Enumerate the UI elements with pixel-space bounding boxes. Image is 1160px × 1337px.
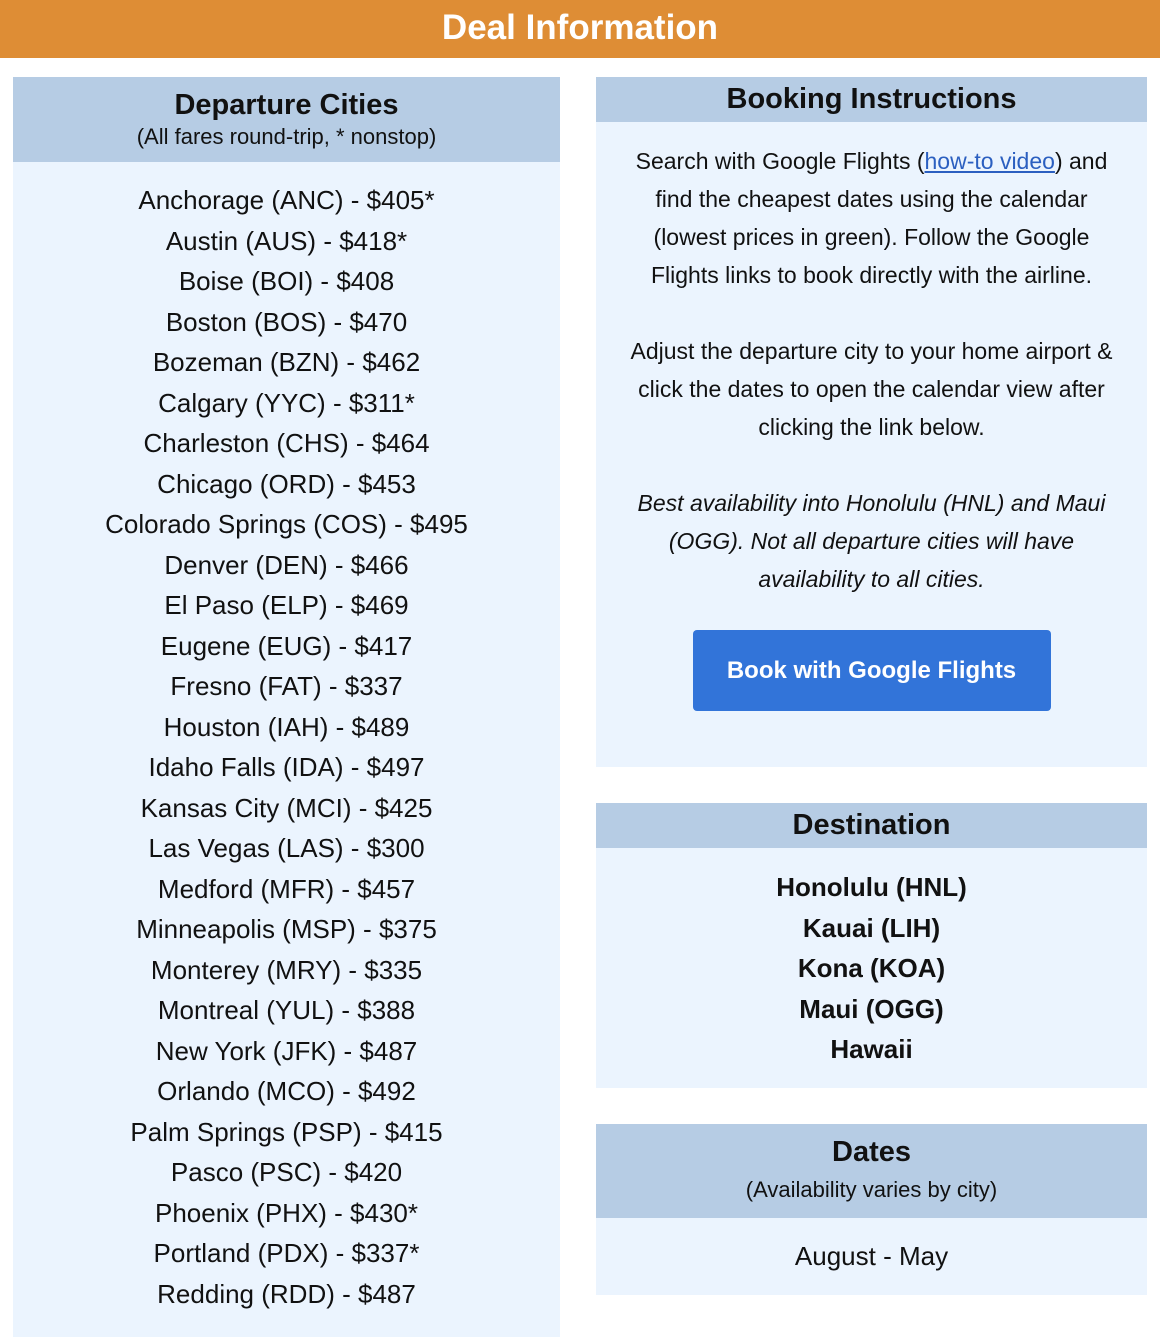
destination-item: Kauai (LIH) (802, 912, 941, 943)
departure-heading: Departure Cities (174, 89, 399, 121)
dates-subheading: (Availability varies by city) (745, 1177, 998, 1202)
city-item: Colorado Springs (COS) - $495 (105, 509, 468, 539)
how-to-video-link[interactable]: how-to video (924, 148, 1055, 174)
city-item: Redding (RDD) - $487 (157, 1278, 416, 1309)
booking-instructions-panel (596, 77, 1147, 767)
city-item: Medford (MFR) - $457 (157, 873, 416, 904)
departure-cities-panel (13, 77, 560, 1337)
city-item: Palm Springs (PSP) - $415 (130, 1116, 443, 1147)
city-item: Phoenix (PHX) - $430* (154, 1197, 419, 1228)
city-item: Montreal (YUL) - $388 (157, 995, 416, 1025)
page-title: Deal Information (0, 0, 1160, 58)
departure-header (13, 77, 560, 162)
city-item: Denver (DEN) - $466 (164, 549, 409, 580)
city-item: Boise (BOI) - $408 (178, 266, 395, 296)
dates-value: August - May (794, 1241, 949, 1271)
city-item: Anchorage (ANC) - $405* (138, 185, 435, 215)
booking-paragraph-2: Adjust the departure city to your home airport & click the dates to open the calendar view after clicking the link below. (630, 338, 1113, 440)
city-item: Boston (BOS) - $470 (165, 306, 408, 337)
text: ) and find the cheapest dates using the calendar (lowest prices in green). Follow the Google Flights links to book directly with the airline. (650, 148, 1108, 288)
city-item: Minneapolis (MSP) - $375 (136, 914, 437, 944)
city-item: Monterey (MRY) - $335 (150, 954, 423, 985)
city-item: Portland (PDX) - $337* (153, 1238, 420, 1268)
dates-header (596, 1124, 1147, 1218)
city-item: Las Vegas (LAS) - $300 (148, 833, 425, 863)
city-item: Chicago (ORD) - $453 (157, 468, 416, 499)
booking-paragraph-3: Best availability into Honolulu (HNL) and Maui (OGG). Not all departure cities will have availability to all cities. (637, 490, 1106, 592)
city-list (13, 162, 560, 1314)
destination-item: Hawaii (830, 1034, 913, 1064)
dates-panel (596, 1124, 1147, 1295)
city-item: Bozeman (BZN) - $462 (152, 347, 421, 377)
booking-paragraph-1 (626, 142, 1117, 294)
destination-item: Honolulu (HNL) (776, 872, 967, 902)
city-item: Idaho Falls (IDA) - $497 (148, 752, 425, 782)
city-item: Kansas City (MCI) - $425 (140, 792, 433, 823)
city-item: Houston (IAH) - $489 (163, 711, 410, 742)
city-item: Pasco (PSC) - $420 (170, 1157, 403, 1187)
destination-list (596, 848, 1147, 1070)
city-item: Calgary (YYC) - $311* (158, 387, 415, 418)
destination-item: Maui (OGG) (799, 993, 944, 1024)
dates-heading: Dates (832, 1136, 911, 1168)
city-item: Charleston (CHS) - $464 (143, 428, 430, 458)
city-item: Austin (AUS) - $418* (165, 225, 408, 256)
booking-header (596, 77, 1147, 122)
destination-heading: Destination (792, 809, 951, 841)
booking-heading: Booking Instructions (726, 83, 1017, 115)
destination-panel (596, 803, 1147, 1088)
city-item: Fresno (FAT) - $337 (170, 671, 403, 701)
book-google-flights-button[interactable]: Book with Google Flights (693, 630, 1051, 711)
departure-subheading: (All fares round-trip, * nonstop) (136, 124, 437, 149)
destination-item: Kona (KOA) (797, 953, 946, 983)
city-item: El Paso (ELP) - $469 (164, 590, 409, 620)
text: Search with Google Flights ( (635, 148, 925, 174)
destination-header (596, 803, 1147, 848)
city-item: Eugene (EUG) - $417 (160, 630, 413, 661)
city-item: New York (JFK) - $487 (155, 1035, 418, 1066)
city-item: Orlando (MCO) - $492 (157, 1076, 416, 1106)
